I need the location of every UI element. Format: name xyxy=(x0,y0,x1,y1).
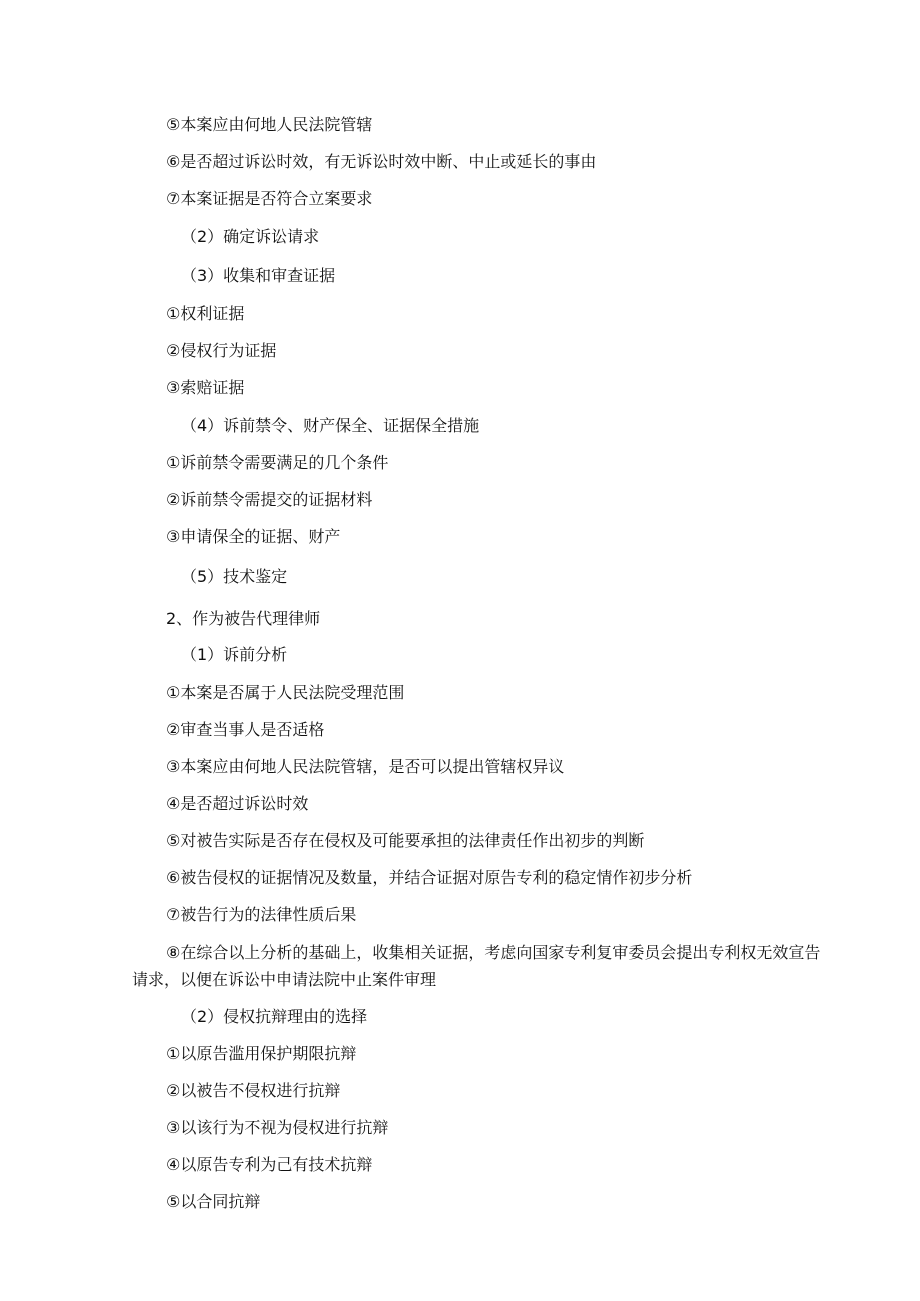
subsection-heading: （5）技术鉴定 xyxy=(181,567,288,586)
list-item: ②诉前禁令需提交的证据材料 xyxy=(166,490,373,509)
list-item: ③本案应由何地人民法院管辖，是否可以提出管辖权异议 xyxy=(166,757,565,776)
list-item: ③以该行为不视为侵权进行抗辩 xyxy=(166,1118,389,1137)
section-heading: 2、作为被告代理律师 xyxy=(166,609,321,628)
list-item: ⑤以合同抗辩 xyxy=(166,1192,261,1211)
list-item: ④是否超过诉讼时效 xyxy=(166,794,309,813)
list-item: ⑦本案证据是否符合立案要求 xyxy=(166,189,373,208)
list-item: ①本案是否属于人民法院受理范围 xyxy=(166,683,405,702)
list-item: ⑤对被告实际是否存在侵权及可能要承担的法律责任作出初步的判断 xyxy=(166,831,645,850)
subsection-heading: （2）侵权抗辩理由的选择 xyxy=(181,1007,368,1026)
list-item: ②侵权行为证据 xyxy=(166,341,277,360)
list-item: ③索赔证据 xyxy=(166,378,245,397)
list-item: ①以原告滥用保护期限抗辩 xyxy=(166,1044,357,1063)
list-item: ②以被告不侵权进行抗辩 xyxy=(166,1081,341,1100)
list-item: ①权利证据 xyxy=(166,304,245,323)
list-item: ③申请保全的证据、财产 xyxy=(166,527,341,546)
list-item: ④以原告专利为己有技术抗辩 xyxy=(166,1155,373,1174)
list-item: ⑤本案应由何地人民法院管辖 xyxy=(166,115,373,134)
subsection-heading: （4）诉前禁令、财产保全、证据保全措施 xyxy=(181,416,480,435)
paragraph: ⑧在综合以上分析的基础上，收集相关证据，考虑向国家专利复审委员会提出专利权无效宣告请求，以便在诉讼中申请法院中止案件审理 xyxy=(132,943,821,989)
list-item: ②审查当事人是否适格 xyxy=(166,720,325,739)
subsection-heading: （2）确定诉讼请求 xyxy=(181,227,320,246)
list-item: ①诉前禁令需要满足的几个条件 xyxy=(166,453,389,472)
list-item: ⑥是否超过诉讼时效，有无诉讼时效中断、中止或延长的事由 xyxy=(166,152,597,171)
subsection-heading: （3）收集和审查证据 xyxy=(181,266,336,285)
subsection-heading: （1）诉前分析 xyxy=(181,645,288,664)
list-item: ⑥被告侵权的证据情况及数量，并结合证据对原告专利的稳定情作初步分析 xyxy=(166,868,693,887)
list-item: ⑦被告行为的法律性质后果 xyxy=(166,905,357,924)
